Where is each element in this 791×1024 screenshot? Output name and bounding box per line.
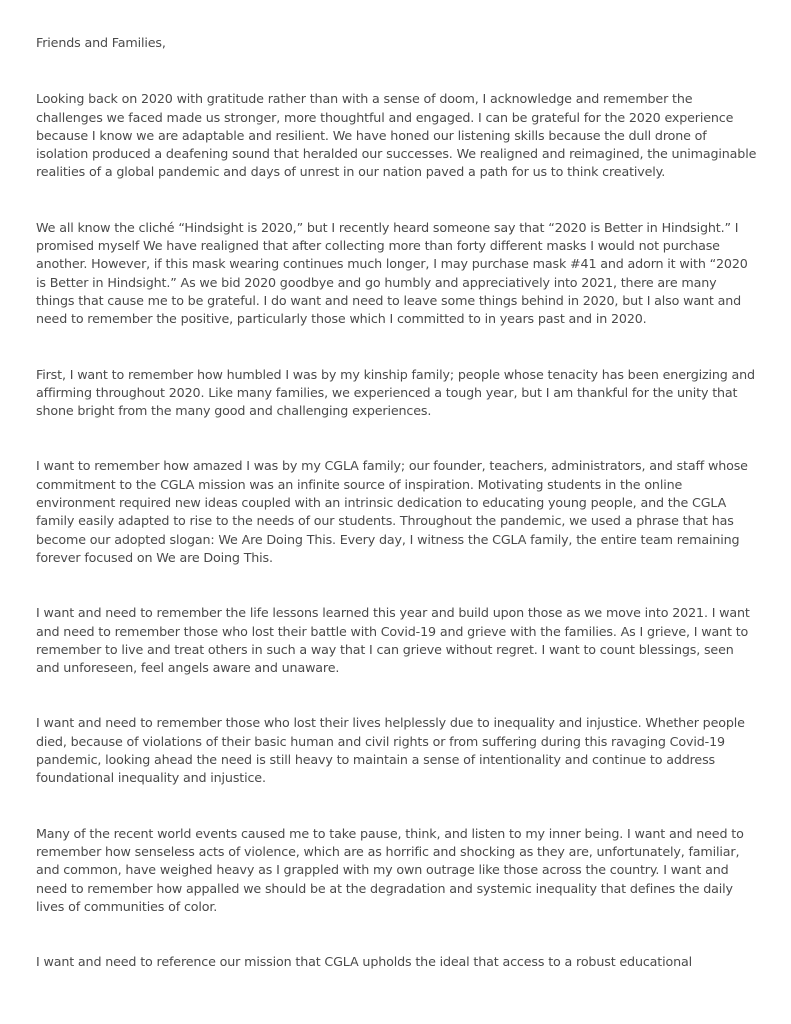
paragraph-kinship-family: First, I want to remember how humbled I was by my kinship family; people whose tenacity has been energizing and affirming throughout 2020. Like many families, we experienced a tough year, but I am thankful for the unity that shone bright from the many good and challenging experiences.	[36, 366, 755, 419]
paragraph-life-lessons: I want and need to remember the life lessons learned this year and build upon those as we move into 2021. I want and need to remember those who lost their battle with Covid-19 and grieve with the families. As I grieve, I want to remember to live and treat others in such a way that I can grieve without regret. I want to count blessings, seen and unforeseen, feel angels aware and unaware.	[36, 605, 750, 676]
paragraph-hindsight: We all know the cliché “Hindsight is 2020,” but I recently heard someone say that “2020 is Better in Hindsight.” I promised myself We have realigned that after collecting more than forty different masks I would not purchase another. However, if this mask wearing continues much longer, I may purchase mask #41 and adorn it with “2020 is Better in Hindsight.” As we bid 2020 goodbye and go humbly and appreciatively into 2021, there are many things that cause me to be grateful. I do want and need to leave some things behind in 2020, but I also want and need to remember the positive, particularly those which I committed to in years past and in 2020.	[36, 219, 748, 327]
letter-salutation: Friends and Families,	[36, 35, 166, 50]
paragraph-cgla-family: I want to remember how amazed I was by my CGLA family; our founder, teachers, administrators, and staff whose commitment to the CGLA mission was an infinite source of inspiration. Motivating students in the online environment required new ideas coupled with an intrinsic dedication to educating young people, and the CGLA family easily adapted to rise to the needs of our students. Throughout the pandemic, we used a phrase that has become our adopted slogan: We Are Doing This. Every day, I witness the CGLA family, the entire team remaining forever focused on We are Doing This.	[36, 458, 748, 565]
letter-body	[36, 34, 758, 971]
paragraph-gratitude: Looking back on 2020 with gratitude rather than with a sense of doom, I acknowledge and remember the challenges we faced made us stronger, more thoughtful and engaged. I can be grateful for the 2020 experience because I know we are adaptable and resilient. We have honed our listening skills because the dull drone of isolation produced a deafening sound that heralded our successes. We realigned and reimagined, the unimaginable realities of a global pandemic and days of unrest in our nation paved a path for us to think creatively.	[36, 91, 757, 180]
paragraph-world-events: Many of the recent world events caused me to take pause, think, and listen to my inner being. I want and need to remember how senseless acts of violence, which are as horrific and shocking as they are, unfortunately, familiar, and common, have weighed heavy as I grappled with my own outrage like those across the country. I want and need to remember how appalled we should be at the degradation and systemic inequality that defines the daily lives of communities of color.	[36, 825, 744, 914]
paragraph-mission: I want and need to reference our mission that CGLA upholds the ideal that access to a robust educational	[36, 954, 693, 970]
paragraph-inequality: I want and need to remember those who lost their lives helplessly due to inequality and injustice. Whether people died, because of violations of their basic human and civil rights or from suffering during this ravaging Covid-19 pandemic, looking ahead the need is still heavy to maintain a sense of intentionality and continue to address foundational inequality and injustice.	[36, 715, 745, 786]
